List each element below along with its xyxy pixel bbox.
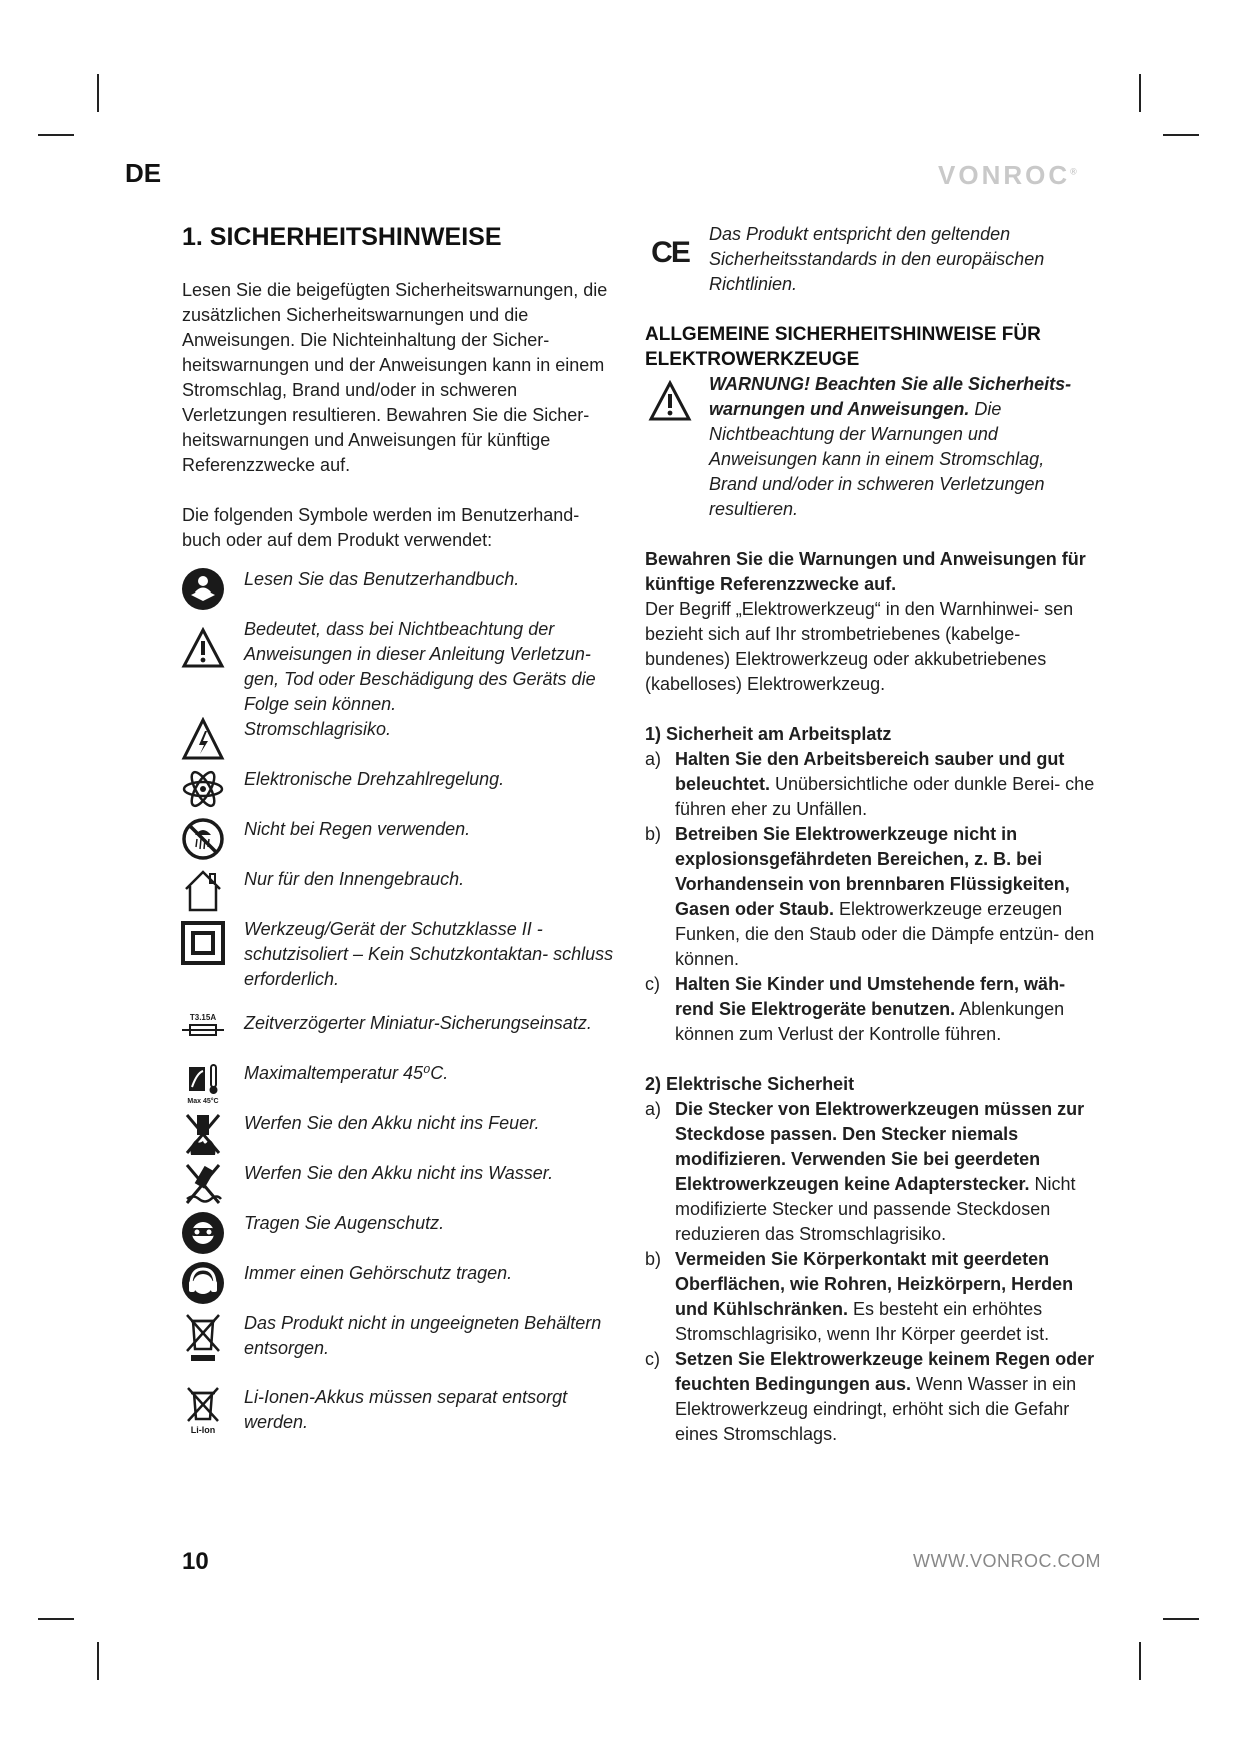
item-label: a)	[645, 749, 662, 769]
list-item	[645, 1097, 1095, 1247]
ear-protection-icon	[178, 1261, 228, 1305]
symbol-text: Immer einen Gehörschutz tragen.	[244, 1263, 513, 1283]
warning-triangle-icon	[178, 617, 228, 669]
item-text: Wenn Wasser in ein Elektrowerkzeug eindringt, erhöht sich die Gefahr eines Stromschlags.	[675, 1374, 1077, 1444]
item-bold: Halten Sie Kinder und Umstehende fern, wäh- rend Sie Elektrogeräte benutzen.	[675, 974, 1066, 1019]
symbol-text: Stromschlagrisiko.	[244, 719, 392, 739]
item-bold: Die Stecker von Elektrowerkzeugen müssen zur Steckdose passen. Den Stecker niemals modifizieren. Verwenden Sie bei geerdeten Elektrowerkzeugen keine Adapterstecker.	[675, 1099, 1085, 1194]
item-bold: Halten Sie den Arbeitsbereich sauber und gut beleuchtet.	[675, 749, 1065, 794]
section1-title: 1) Sicherheit am Arbeitsplatz	[645, 724, 892, 744]
electric-shock-icon	[178, 717, 228, 761]
ce-mark-icon	[645, 222, 695, 269]
crop-mark	[38, 134, 74, 136]
symbol-text: Elektronische Drehzahlregelung.	[244, 769, 505, 789]
crop-mark	[1139, 1642, 1141, 1680]
brand-name: VONROC	[938, 160, 1071, 190]
symbol-row	[182, 617, 622, 717]
crop-mark	[97, 74, 99, 112]
symbol-text: Bedeutet, dass bei Nichtbeachtung der Anweisungen in dieser Anleitung Verletzun- gen, Tod oder Beschädigung des Geräts die Folge sein können.	[244, 619, 596, 714]
list-item	[645, 747, 1095, 822]
symbol-row	[182, 567, 622, 617]
right-column	[645, 222, 1095, 1447]
page-number: 10	[182, 1548, 209, 1575]
symbol-row	[182, 1111, 622, 1161]
symbol-text: Werfen Sie den Akku nicht ins Feuer.	[244, 1113, 540, 1133]
liion-label: Li-Ion	[190, 1425, 216, 1435]
item-label: c)	[645, 1349, 660, 1369]
eye-protection-icon	[178, 1211, 228, 1255]
warning-block	[645, 372, 1095, 522]
symbol-row	[182, 867, 622, 917]
keep-instructions-text: Der Begriff „Elektrowerkzeug“ in den Warnhinwei- sen bezieht sich auf Ihr strombetriebenes (kabelge- bundenes) Elektrowerkzeug oder akkubetriebenes (kabelloses) Elektrowerkzeug.	[645, 599, 1074, 694]
symbol-row	[182, 1011, 622, 1061]
general-safety-heading: ALLGEMEINE SICHERHEITSHINWEISE FÜR ELEKTROWERKZEUGE	[645, 324, 1041, 370]
section-title: 1. SICHERHEITSHINWEISE	[182, 223, 502, 251]
symbol-text: Werfen Sie den Akku nicht ins Wasser.	[244, 1163, 554, 1183]
class-ii-icon	[178, 917, 228, 965]
read-manual-icon	[178, 567, 228, 611]
ce-text: Das Produkt entspricht den geltenden Sicherheitsstandards in den europäischen Richtlinien.	[709, 224, 1045, 294]
ce-mark: CE	[651, 236, 689, 269]
symbol-text: Tragen Sie Augenschutz.	[244, 1213, 445, 1233]
symbols-intro: Die folgenden Symbole werden im Benutzerhand- buch oder auf dem Produkt verwendet:	[182, 505, 580, 550]
symbol-row	[182, 767, 622, 817]
symbol-text: Zeitverzögerter Miniatur-Sicherungseinsatz.	[244, 1013, 592, 1033]
crop-mark	[38, 1618, 74, 1620]
item-label: c)	[645, 974, 660, 994]
no-fire-battery-icon	[178, 1111, 228, 1157]
keep-instructions-bold: Bewahren Sie die Warnungen und Anweisungen für künftige Referenzzwecke auf.	[645, 549, 1086, 594]
list-item	[645, 972, 1095, 1047]
temp-label: Max 45°C	[187, 1098, 219, 1105]
crop-mark	[1163, 134, 1199, 136]
item-text: Ablenkungen können zum Verlust der Kontrolle führen.	[675, 999, 1065, 1044]
fuse-icon	[178, 1011, 228, 1041]
symbol-row	[182, 1211, 622, 1261]
symbol-row	[182, 1161, 622, 1211]
symbol-text: Das Produkt nicht in ungeeigneten Behältern entsorgen.	[244, 1313, 602, 1358]
fuse-label: T3.15A	[189, 1013, 217, 1022]
no-rain-icon	[178, 817, 228, 861]
ce-statement	[645, 222, 1095, 297]
intro-paragraph: Lesen Sie die beigefügten Sicherheitswarnungen, die zusätzlichen Sicherheitswarnungen und die Anweisungen. Die Nichteinhaltung der Sicher- heitswarnungen und der Anweisungen kann in einem Stromschlag, Brand und/oder in schweren Verletzungen resultieren. Bewahren Sie die Sicher- heitswarnungen und Anweisungen für künftige Referenzzwecke auf.	[182, 280, 608, 475]
li-ion-bin-icon	[178, 1385, 228, 1437]
warning-text: Die Nichtbeachtung der Warnungen und Anweisungen kann in einem Stromschlag, Brand und/oder in schweren Verletzungen resultieren.	[709, 399, 1045, 519]
list-item	[645, 1247, 1095, 1347]
crossed-bin-icon	[178, 1311, 228, 1363]
symbol-row	[182, 817, 622, 867]
symbol-text: Li-Ionen-Akkus müssen separat entsorgt werden.	[244, 1387, 568, 1432]
item-bold: Setzen Sie Elektrowerkzeuge keinem Regen oder feuchten Bedingungen aus.	[675, 1349, 1095, 1394]
item-label: b)	[645, 1249, 662, 1269]
indoor-house-icon	[178, 867, 228, 913]
symbol-text: Maximaltemperatur 45⁰C.	[244, 1063, 449, 1083]
item-text: Elektrowerkzeuge erzeugen Funken, die den Staub oder die Dämpfe entzün- den können.	[675, 899, 1095, 969]
warning-triangle-icon	[645, 372, 695, 422]
warning-bold: WARNUNG! Beachten Sie alle Sicherheits- warnungen und Anweisungen.	[709, 374, 1072, 419]
symbol-text: Werkzeug/Gerät der Schutzklasse II - schutzisoliert – Kein Schutzkontaktan- schluss erforderlich.	[244, 919, 614, 989]
symbol-text: Nicht bei Regen verwenden.	[244, 819, 471, 839]
item-bold: Vermeiden Sie Körperkontakt mit geerdeten Oberflächen, wie Rohren, Heizkörpern, Herden und Kühlschränken.	[675, 1249, 1074, 1319]
item-text: Nicht modifizierte Stecker und passende Steckdosen reduzieren das Stromschlagrisiko.	[675, 1174, 1076, 1244]
no-water-battery-icon	[178, 1161, 228, 1207]
language-code: DE	[125, 158, 162, 188]
left-column	[182, 222, 622, 1445]
symbol-row	[182, 717, 622, 767]
item-text: Es besteht ein erhöhtes Stromschlagrisiko, wenn Ihr Körper geerdet ist.	[675, 1299, 1050, 1344]
symbol-row	[182, 1385, 622, 1445]
symbol-row	[182, 1311, 622, 1385]
item-label: a)	[645, 1099, 662, 1119]
list-item	[645, 1347, 1095, 1447]
list-item	[645, 822, 1095, 972]
item-label: b)	[645, 824, 662, 844]
brand-logo	[938, 160, 1077, 191]
item-bold: Betreiben Sie Elektrowerkzeuge nicht in explosionsgefährdeten Bereichen, z. B. bei Vorhandensein von brennbaren Flüssigkeiten, Gasen oder Staub.	[675, 824, 1070, 919]
item-text: Unübersichtliche oder dunkle Berei- che führen eher zu Unfällen.	[675, 774, 1095, 819]
crop-mark	[1139, 74, 1141, 112]
symbol-row	[182, 1261, 622, 1311]
speed-control-icon	[178, 767, 228, 811]
symbol-text: Lesen Sie das Benutzerhandbuch.	[244, 569, 520, 589]
brand-registered-mark: ®	[1070, 166, 1077, 177]
max-temperature-icon	[178, 1061, 228, 1105]
crop-mark	[97, 1642, 99, 1680]
section2-title: 2) Elektrische Sicherheit	[645, 1074, 855, 1094]
symbol-text: Nur für den Innengebrauch.	[244, 869, 465, 889]
symbol-row	[182, 917, 622, 1011]
website-url: WWW.VONROC.COM	[913, 1551, 1101, 1571]
symbol-row	[182, 1061, 622, 1111]
crop-mark	[1163, 1618, 1199, 1620]
